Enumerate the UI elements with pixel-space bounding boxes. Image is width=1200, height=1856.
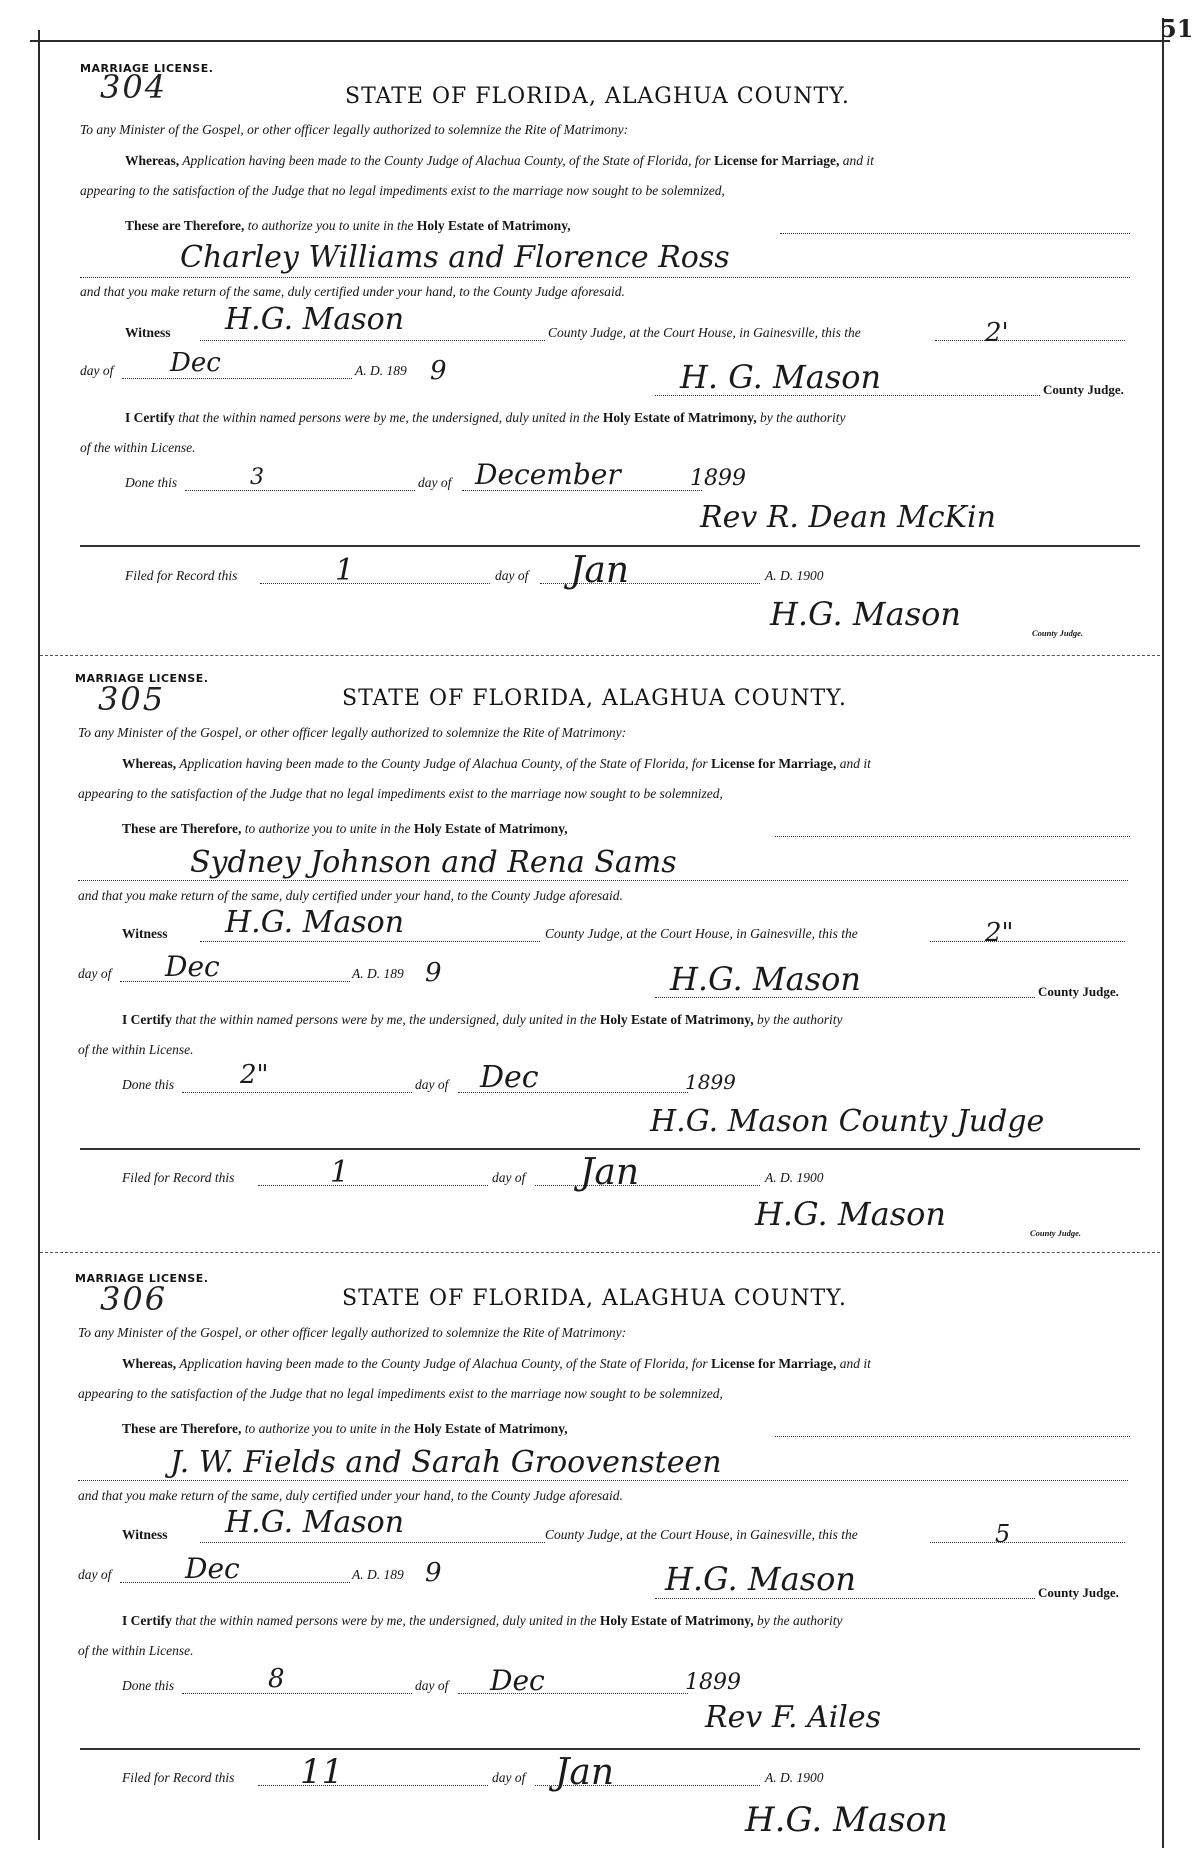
- county-judge-label: County Judge.: [1038, 984, 1119, 999]
- county-judge-label: County Judge.: [1038, 1585, 1119, 1600]
- done-this: Done this: [122, 1678, 175, 1693]
- dotted-line: [775, 836, 1130, 837]
- dotted-line: [655, 997, 1035, 998]
- license-label: MARRIAGE LICENSE.: [75, 672, 209, 685]
- day-of: day of: [80, 363, 114, 378]
- top-border: [30, 40, 1170, 42]
- ad-label: A. D. 189: [352, 1567, 404, 1582]
- dotted-line: [200, 1542, 545, 1543]
- couple-names: J. W. Fields and Sarah Groovensteen: [170, 1445, 722, 1480]
- dotted-line: [775, 1436, 1130, 1437]
- done-month: December: [475, 458, 621, 491]
- dotted-line: [935, 340, 1125, 341]
- dotted-line: [182, 1092, 412, 1093]
- license-title: STATE OF FLORIDA, ALAGHUA COUNTY.: [345, 84, 850, 109]
- authorize-text: to authorize you to unite in the: [247, 218, 414, 233]
- of-within-license: of the within License.: [78, 1643, 194, 1658]
- dotted-line: [78, 1480, 1128, 1481]
- holy-estate-2: Holy Estate of Matrimony,: [602, 410, 757, 425]
- done-month: Dec: [490, 1664, 545, 1697]
- issue-year-digit: 9: [430, 356, 447, 386]
- issue-year-digit: 9: [425, 1558, 442, 1588]
- of-within-license: of the within License.: [80, 440, 196, 455]
- certify-line: [122, 1613, 843, 1629]
- judge-signature: H.G. Mason: [665, 1560, 856, 1598]
- couple-names: Charley Williams and Florence Ross: [180, 240, 730, 275]
- dotted-line: [120, 981, 350, 982]
- license-number: 304: [100, 68, 168, 106]
- filed-signature: H.G. Mason: [755, 1195, 946, 1233]
- these-are-line: [122, 821, 568, 837]
- ad-label: A. D. 189: [355, 363, 407, 378]
- dotted-line: [655, 395, 1040, 396]
- witness-line: [125, 325, 171, 341]
- filed-day-of: day of: [492, 1170, 526, 1185]
- filed-month: Jan: [555, 1752, 615, 1793]
- witness-line: [122, 926, 168, 942]
- license-for-marriage: License for Marriage,: [714, 153, 840, 168]
- whereas-line: [125, 153, 874, 169]
- judge-signature: H.G. Mason: [670, 960, 861, 998]
- done-day-of: day of: [415, 1678, 449, 1693]
- county-judge-label: County Judge.: [1043, 382, 1124, 397]
- and-it: and it: [839, 756, 871, 771]
- done-year: 1899: [685, 1670, 741, 1695]
- filed-county-judge: County Judge.: [1030, 1228, 1082, 1238]
- filed-day: 1: [330, 1155, 350, 1190]
- whereas-text: Application having been made to the County Judge of Alachua County, of the State of Florida, for: [179, 756, 708, 771]
- return-line: and that you make return of the same, duly certified under your hand, to the County Judge aforesaid.: [78, 1488, 623, 1503]
- issue-day: 2': [985, 318, 1009, 348]
- to-minister-line: To any Minister of the Gospel, or other officer legally authorized to solemnize the Rite of Matrimony:: [78, 1325, 627, 1340]
- dotted-line: [930, 1542, 1125, 1543]
- witness-word: Witness: [122, 926, 168, 941]
- dotted-line: [78, 880, 1128, 881]
- these-are: These are Therefore,: [122, 821, 242, 836]
- county-judge-at: County Judge, at the Court House, in Gainesville, this the: [545, 926, 858, 941]
- filed-month: Jan: [570, 550, 630, 591]
- whereas-word: Whereas,: [122, 1356, 177, 1371]
- and-it: and it: [842, 153, 874, 168]
- and-it: and it: [839, 1356, 871, 1371]
- officiant-signature: Rev F. Ailes: [705, 1700, 882, 1735]
- by-authority: by the authority: [757, 1012, 843, 1027]
- filed-day: 1: [335, 553, 355, 588]
- appearing-line: appearing to the satisfaction of the Judge that no legal impediments exist to the marriage now sought to be solemnized,: [80, 183, 725, 198]
- dotted-line: [200, 340, 545, 341]
- these-are: These are Therefore,: [122, 1421, 242, 1436]
- done-day-of: day of: [418, 475, 452, 490]
- license-number: 306: [100, 1280, 168, 1318]
- section-rule: [80, 1748, 1140, 1750]
- holy-estate: Holy Estate of Matrimony,: [413, 1421, 568, 1436]
- issue-month: Dec: [185, 1552, 240, 1585]
- certify-text: that the within named persons were by me, the undersigned, duly united in the: [175, 1613, 597, 1628]
- filed-signature: H.G. Mason: [745, 1800, 948, 1840]
- day-of: day of: [78, 1567, 112, 1582]
- these-are-line: [125, 218, 571, 234]
- ad-label: A. D. 189: [352, 966, 404, 981]
- filed-label: Filed for Record this: [125, 568, 238, 583]
- issue-day: 5: [995, 1520, 1011, 1548]
- filed-day-of: day of: [492, 1770, 526, 1785]
- dotted-line: [258, 1785, 488, 1786]
- license-separator: [40, 655, 1160, 656]
- filed-ad: A. D. 1900: [765, 568, 824, 583]
- return-line: and that you make return of the same, duly certified under your hand, to the County Judge aforesaid.: [78, 888, 623, 903]
- authorize-text: to authorize you to unite in the: [244, 1421, 411, 1436]
- left-border: [38, 30, 40, 1840]
- license-label: MARRIAGE LICENSE.: [80, 62, 214, 75]
- filed-ad: A. D. 1900: [765, 1770, 824, 1785]
- whereas-line: [122, 1356, 871, 1372]
- these-are-line: [122, 1421, 568, 1437]
- these-are: These are Therefore,: [125, 218, 245, 233]
- dotted-line: [258, 1185, 488, 1186]
- section-rule: [80, 1148, 1140, 1150]
- done-day: 2": [240, 1060, 269, 1090]
- day-of: day of: [78, 966, 112, 981]
- license-label: MARRIAGE LICENSE.: [75, 1272, 209, 1285]
- filed-label: Filed for Record this: [122, 1770, 235, 1785]
- witness-word: Witness: [122, 1527, 168, 1542]
- license-title: STATE OF FLORIDA, ALAGHUA COUNTY.: [342, 686, 847, 711]
- holy-estate-2: Holy Estate of Matrimony,: [599, 1613, 754, 1628]
- holy-estate: Holy Estate of Matrimony,: [416, 218, 571, 233]
- by-authority: by the authority: [760, 410, 846, 425]
- appearing-line: appearing to the satisfaction of the Judge that no legal impediments exist to the marriage now sought to be solemnized,: [78, 786, 723, 801]
- witness-signature: H.G. Mason: [225, 302, 405, 337]
- dotted-line: [200, 941, 540, 942]
- certify-word: I Certify: [122, 1012, 172, 1027]
- whereas-word: Whereas,: [122, 756, 177, 771]
- filed-day: 11: [300, 1752, 344, 1792]
- by-authority: by the authority: [757, 1613, 843, 1628]
- license-separator: [40, 1252, 1160, 1253]
- dotted-line: [80, 277, 1130, 278]
- appearing-line: appearing to the satisfaction of the Judge that no legal impediments exist to the marriage now sought to be solemnized,: [78, 1386, 723, 1401]
- filed-county-judge: County Judge.: [1032, 628, 1084, 638]
- filed-month: Jan: [580, 1152, 640, 1193]
- county-judge-at: County Judge, at the Court House, in Gainesville, this the: [548, 325, 861, 340]
- filed-label: Filed for Record this: [122, 1170, 235, 1185]
- done-year: 1899: [685, 1070, 736, 1094]
- dotted-line: [182, 1693, 412, 1694]
- couple-names: Sydney Johnson and Rena Sams: [190, 845, 677, 880]
- witness-signature: H.G. Mason: [225, 1505, 405, 1540]
- issue-year-digit: 9: [425, 958, 442, 988]
- witness-line: [122, 1527, 168, 1543]
- issue-month: Dec: [170, 348, 221, 378]
- issue-month: Dec: [165, 950, 220, 983]
- whereas-line: [122, 756, 871, 772]
- license-for-marriage: License for Marriage,: [711, 756, 837, 771]
- filed-day-of: day of: [495, 568, 529, 583]
- witness-signature: H.G. Mason: [225, 905, 405, 940]
- dotted-line: [185, 490, 415, 491]
- county-judge-at: County Judge, at the Court House, in Gainesville, this the: [545, 1527, 858, 1542]
- right-border: [1162, 18, 1164, 1848]
- officiant-signature: H.G. Mason County Judge: [650, 1104, 1045, 1139]
- dotted-line: [260, 583, 490, 584]
- dotted-line: [655, 1598, 1035, 1599]
- filed-signature: H.G. Mason: [770, 595, 961, 633]
- holy-estate-2: Holy Estate of Matrimony,: [599, 1012, 754, 1027]
- page-number: 51: [1160, 14, 1194, 43]
- whereas-text: Application having been made to the County Judge of Alachua County, of the State of Florida, for: [179, 1356, 708, 1371]
- done-day-of: day of: [415, 1077, 449, 1092]
- authorize-text: to authorize you to unite in the: [244, 821, 411, 836]
- return-line: and that you make return of the same, duly certified under your hand, to the County Judge aforesaid.: [80, 284, 625, 299]
- license-number: 305: [98, 680, 166, 718]
- filed-ad: A. D. 1900: [765, 1170, 824, 1185]
- certify-word: I Certify: [125, 410, 175, 425]
- to-minister-line: To any Minister of the Gospel, or other officer legally authorized to solemnize the Rite of Matrimony:: [78, 725, 627, 740]
- certify-text: that the within named persons were by me, the undersigned, duly united in the: [175, 1012, 597, 1027]
- to-minister-line: To any Minister of the Gospel, or other officer legally authorized to solemnize the Rite of Matrimony:: [80, 122, 629, 137]
- whereas-word: Whereas,: [125, 153, 180, 168]
- done-day: 8: [268, 1664, 285, 1694]
- done-year: 1899: [690, 466, 746, 491]
- dotted-line: [122, 378, 352, 379]
- certify-line: [125, 410, 846, 426]
- done-month: Dec: [480, 1060, 539, 1095]
- license-for-marriage: License for Marriage,: [711, 1356, 837, 1371]
- certify-text: that the within named persons were by me, the undersigned, duly united in the: [178, 410, 600, 425]
- done-this: Done this: [125, 475, 178, 490]
- certify-line: [122, 1012, 843, 1028]
- whereas-text: Application having been made to the County Judge of Alachua County, of the State of Florida, for: [182, 153, 711, 168]
- done-day: 3: [250, 465, 264, 490]
- issue-day: 2": [985, 918, 1014, 948]
- dotted-line: [930, 941, 1125, 942]
- witness-word: Witness: [125, 325, 171, 340]
- dotted-line: [535, 1185, 760, 1186]
- done-this: Done this: [122, 1077, 175, 1092]
- of-within-license: of the within License.: [78, 1042, 194, 1057]
- holy-estate: Holy Estate of Matrimony,: [413, 821, 568, 836]
- section-rule: [80, 545, 1140, 547]
- officiant-signature: Rev R. Dean McKin: [700, 500, 996, 535]
- dotted-line: [780, 233, 1130, 234]
- judge-signature: H. G. Mason: [680, 358, 882, 396]
- license-title: STATE OF FLORIDA, ALAGHUA COUNTY.: [342, 1286, 847, 1311]
- certify-word: I Certify: [122, 1613, 172, 1628]
